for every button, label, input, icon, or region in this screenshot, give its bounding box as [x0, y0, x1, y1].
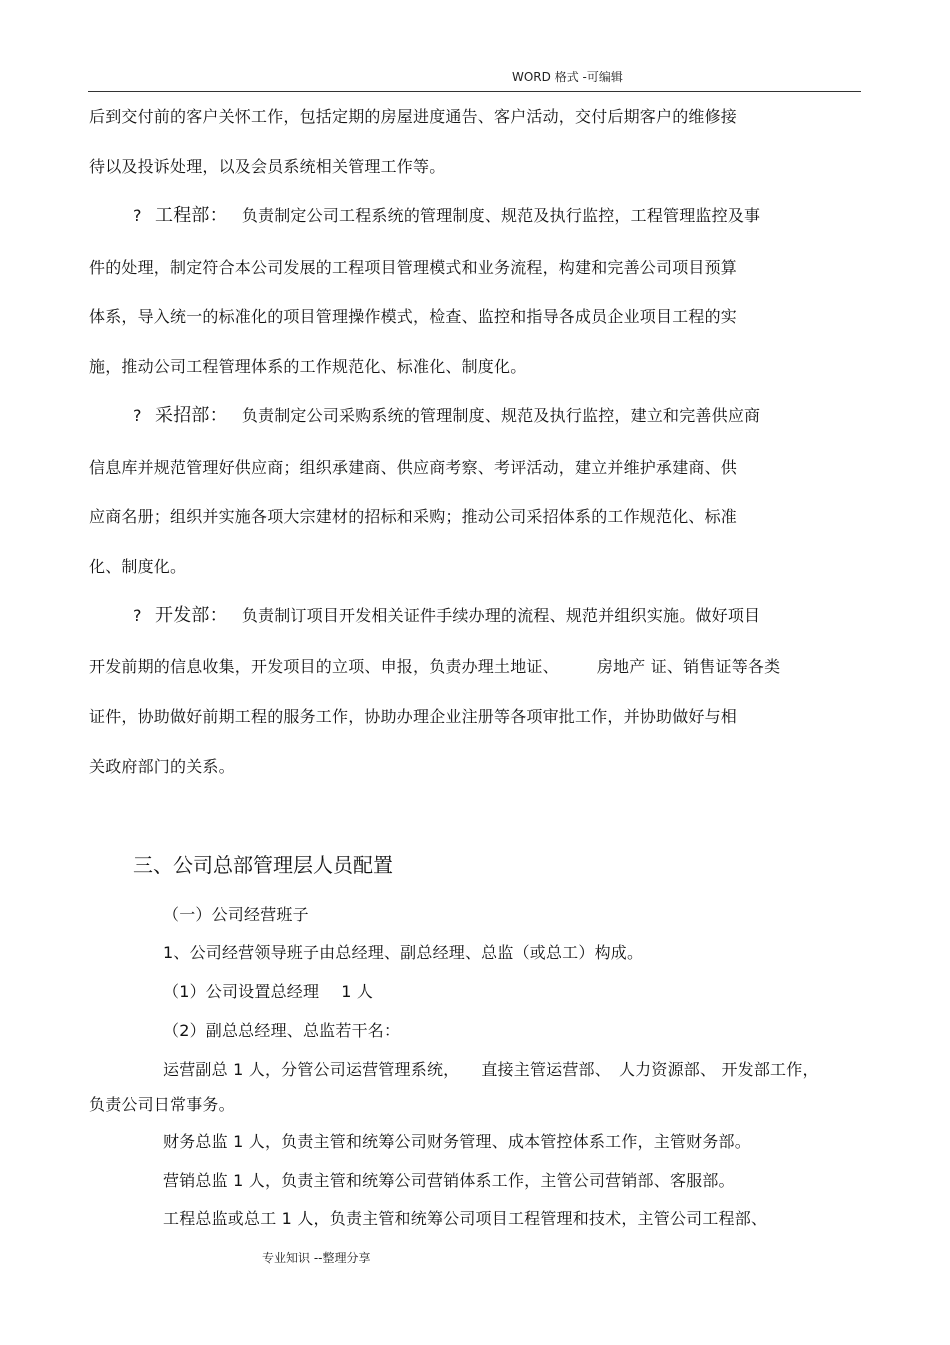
- department-name: 工程部：: [155, 205, 228, 226]
- paragraph-line: 证件，协助做好前期工程的服务工作，协助办理企业注册等各项审批工作，并协助做好与相: [89, 707, 738, 726]
- paragraph-line: 施，推动公司工程管理体系的工作规范化、标准化、制度化。: [89, 357, 527, 376]
- paragraph-text: 负责制定公司采购系统的管理制度、规范及执行监控，建立和完善供应商: [241, 406, 761, 425]
- role-description: 财务总监 1 人，负责主管和统筹公司财务管理、成本管控体系工作，主管财务部。: [163, 1132, 751, 1151]
- header-divider: [88, 91, 861, 92]
- role-description: 营销总监 1 人，负责主管和统筹公司营销体系工作，主管公司营销部、客服部。: [163, 1171, 735, 1190]
- role-description: 工程总监或总工 1 人，负责主管和统筹公司项目工程管理和技术，主管公司工程部、: [163, 1209, 768, 1228]
- bullet-marker: ?: [133, 606, 142, 625]
- list-item-text: （1）公司设置总经理: [163, 982, 320, 1001]
- bullet-marker: ?: [133, 406, 142, 425]
- list-item: 1、公司经营领导班子由总经理、副总经理、总监（或总工）构成。: [163, 943, 644, 962]
- procurement-paragraph-first-line: [133, 406, 760, 426]
- role-text: 直接主管运营部、: [481, 1060, 611, 1079]
- role-description-continued: 负责公司日常事务。: [89, 1095, 235, 1114]
- paragraph-text: 负责制定公司工程系统的管理制度、规范及执行监控，工程管理监控及事: [241, 206, 761, 225]
- section-heading: 三、公司总部管理层人员配置: [133, 853, 393, 877]
- list-item-value: 1 人: [341, 982, 374, 1001]
- paragraph-line: 待以及投诉处理，以及会员系统相关管理工作等。: [89, 157, 446, 176]
- paragraph-line: 应商名册；组织并实施各项大宗建材的招标和采购；推动公司采招体系的工作规范化、标准: [89, 507, 738, 526]
- role-text: 运营副总 1 人，分管公司运营管理系统，: [163, 1060, 460, 1079]
- paragraph-line: 件的处理，制定符合本公司发展的工程项目管理模式和业务流程，构建和完善公司项目预算: [89, 258, 738, 277]
- paragraph-line: 化、制度化。: [89, 557, 187, 576]
- paragraph-line: [89, 657, 780, 677]
- paragraph-line: 后到交付前的客户关怀工作，包括定期的房屋进度通告、客户活动，交付后期客户的维修接: [89, 107, 738, 126]
- paragraph-line: 体系，导入统一的标准化的项目管理操作模式，检查、监控和指导各成员企业项目工程的实: [89, 307, 738, 326]
- page-footer: 专业知识 --整理分享: [262, 1251, 371, 1265]
- paragraph-line: 关政府部门的关系。: [89, 757, 235, 776]
- department-name: 采招部：: [155, 405, 228, 426]
- paragraph-text: 房地产 证、销售证等各类: [596, 657, 781, 676]
- paragraph-line: 信息库并规范管理好供应商；组织承建商、供应商考察、考评活动，建立并维护承建商、供: [89, 458, 738, 477]
- subsection-heading: （一）公司经营班子: [163, 905, 309, 924]
- department-name: 开发部：: [155, 605, 228, 626]
- role-description: [163, 1060, 819, 1080]
- role-text: 人力资源部、 开发部工作，: [618, 1060, 819, 1079]
- list-item: [163, 982, 373, 1002]
- list-item: （2）副总总经理、总监若干名：: [163, 1021, 401, 1040]
- bullet-marker: ?: [133, 206, 142, 225]
- paragraph-text: 负责制订项目开发相关证件手续办理的流程、规范并组织实施。做好项目: [241, 606, 761, 625]
- paragraph-text: 开发前期的信息收集，开发项目的立项、申报，负责办理土地证、: [89, 657, 559, 676]
- development-paragraph-first-line: [133, 606, 760, 626]
- engineering-paragraph-first-line: [133, 206, 760, 226]
- page-header: WORD 格式 -可编辑: [512, 70, 623, 84]
